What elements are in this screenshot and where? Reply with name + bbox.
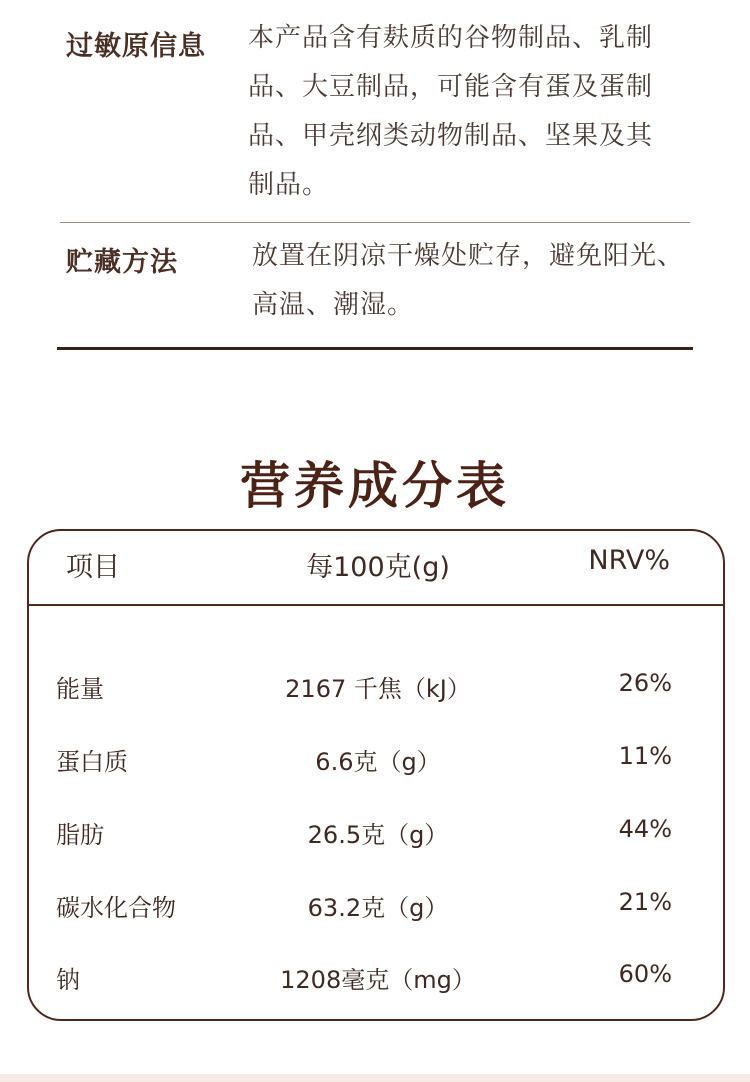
allergen-line: 制品。: [248, 170, 330, 200]
row-value: 6.6克（g）: [315, 748, 441, 776]
info-bottom-divider: [57, 347, 693, 350]
row-name: 能量: [56, 675, 104, 703]
row-name: 蛋白质: [56, 748, 128, 776]
row-nrv: 26%: [618, 669, 672, 697]
row-name: 碳水化合物: [56, 894, 176, 922]
row-nrv: 60%: [618, 960, 672, 988]
storage-line: 高温、潮湿。: [252, 290, 415, 320]
allergen-line: 品、甲壳纲类动物制品、坚果及其: [248, 121, 654, 151]
row-value: 63.2克（g）: [307, 894, 449, 922]
section-divider: [60, 222, 690, 223]
table-row: [29, 960, 727, 1000]
allergen-line: 本产品含有麸质的谷物制品、乳制: [248, 23, 654, 53]
row-value: 1208毫克（mg）: [280, 966, 476, 994]
row-value: 2167 千焦（kJ）: [285, 675, 471, 703]
bottom-band: [0, 1074, 750, 1082]
row-nrv: 21%: [618, 888, 672, 916]
table-row: [29, 815, 727, 855]
allergen-text: [248, 14, 694, 210]
row-nrv: 44%: [618, 815, 672, 843]
nutrition-title: 营养成分表: [240, 457, 510, 515]
row-value: 26.5克（g）: [307, 821, 449, 849]
header-per100g: 每100克(g): [306, 552, 450, 583]
row-nrv: 11%: [618, 742, 672, 770]
storage-line: 放置在阴凉干燥处贮存，避免阳光、: [252, 241, 685, 271]
table-row: [29, 669, 727, 709]
storage-label: 贮藏方法: [66, 247, 178, 278]
allergen-line: 品、大豆制品，可能含有蛋及蛋制: [248, 72, 654, 102]
table-row: [29, 888, 727, 928]
allergen-label: 过敏原信息: [66, 31, 206, 62]
table-row: [29, 742, 727, 782]
header-nrv: NRV%: [588, 545, 670, 576]
nutrition-table: [27, 529, 725, 1021]
row-name: 脂肪: [56, 821, 104, 849]
header-item: 项目: [66, 552, 120, 583]
row-name: 钠: [56, 966, 80, 994]
table-header-divider: [29, 604, 723, 606]
storage-text: [252, 232, 698, 330]
